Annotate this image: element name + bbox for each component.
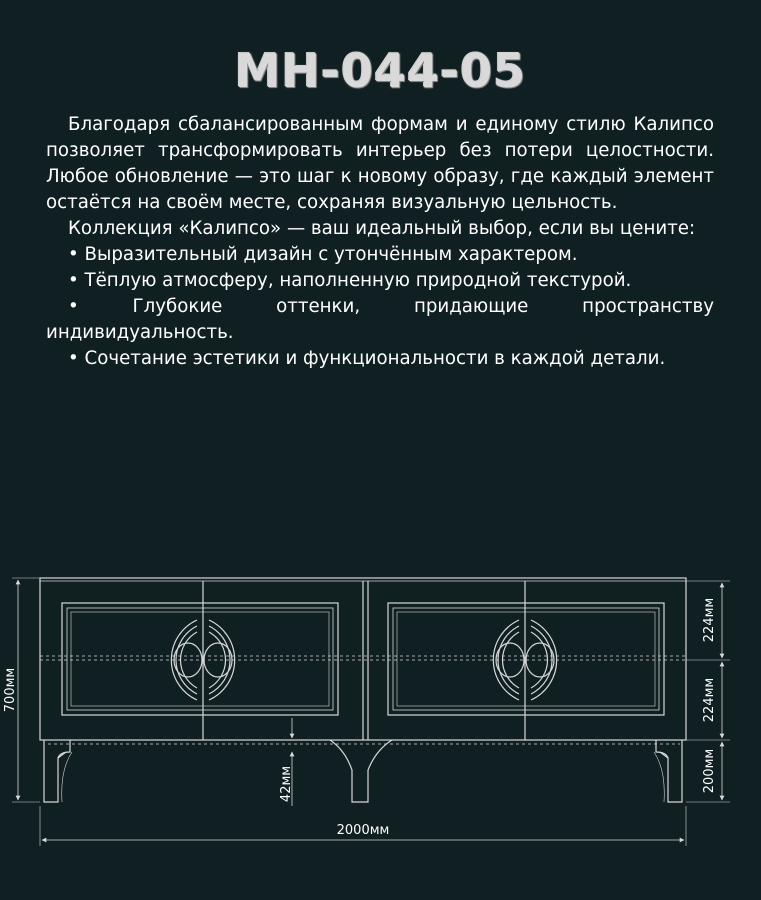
description-lead: Коллекция «Калипсо» — ваш идеальный выбор, если вы цените: xyxy=(68,218,696,239)
section-top-label: 224мм xyxy=(702,597,717,643)
bullet-item: • Глубокие оттенки, придающие пространству индивидуальность. xyxy=(46,296,714,343)
description-block xyxy=(46,112,714,372)
section-middle-label: 224мм xyxy=(702,677,717,723)
leg xyxy=(44,740,70,802)
technical-drawing xyxy=(0,565,761,865)
width-label: 2000мм xyxy=(336,823,390,838)
description-paragraph: Благодаря сбалансированным формам и единому стилю Калипсо позволяет трансформировать интерьер без потери целостности. Любое обновление — это шаг к новому образу, где каждый элемент остаётся на своём месте, сохраняя визуальную цельность. xyxy=(46,114,714,213)
section-bottom-label: 200мм xyxy=(702,748,717,794)
door-frame xyxy=(62,603,338,715)
clearance-label: 42мм xyxy=(279,765,294,803)
bullet-item: • Тёплую атмосферу, наполненную природной текстурой. xyxy=(68,270,632,291)
leg xyxy=(330,740,392,802)
bullet-item: • Сочетание эстетики и функциональности в каждой детали. xyxy=(68,348,666,369)
bullet-item: • Выразительный дизайн с утончённым характером. xyxy=(68,244,578,265)
product-title: МН-044-05 xyxy=(234,44,527,98)
leg xyxy=(656,740,682,802)
height-label: 700мм xyxy=(3,667,18,713)
